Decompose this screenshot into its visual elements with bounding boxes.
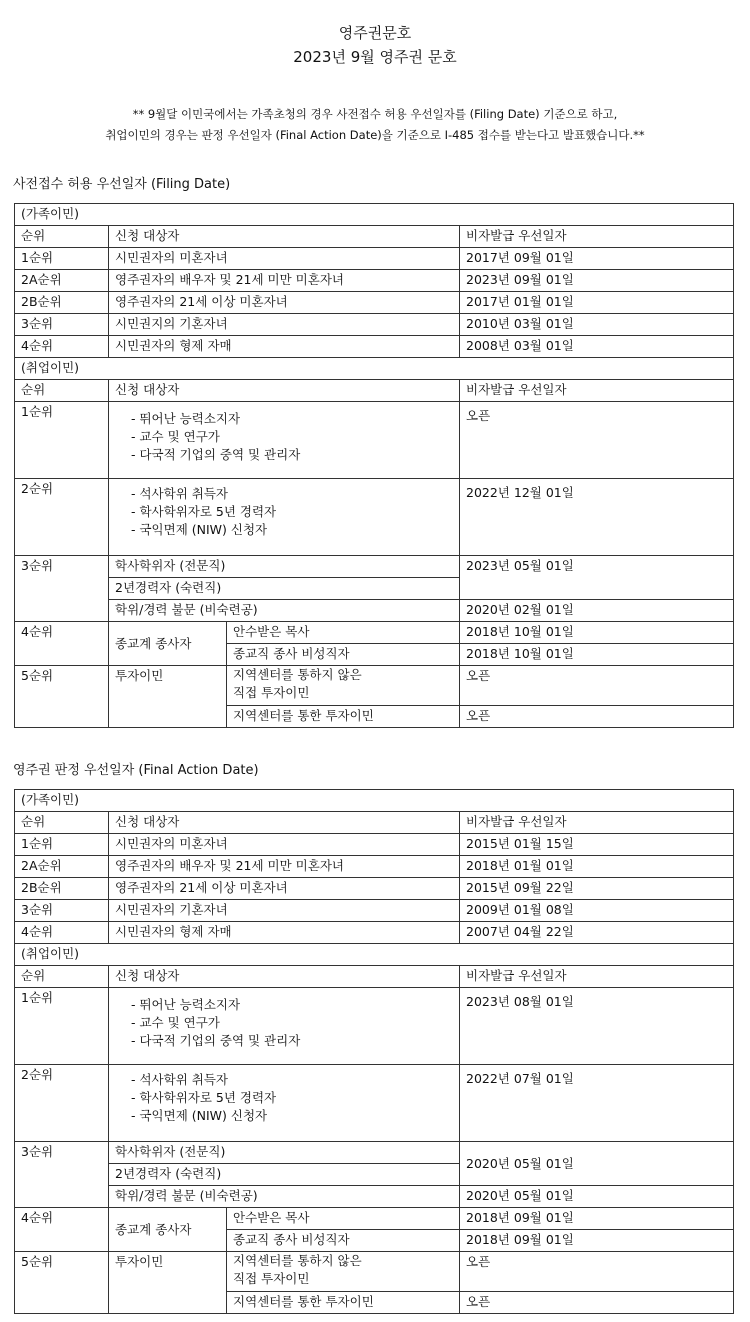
table-row: [15, 878, 734, 900]
table-row: [15, 1186, 734, 1208]
table-row: [15, 834, 734, 856]
date-cell: 2023년 09월 01일: [460, 270, 734, 292]
list-item: - 교수 및 연구가: [131, 1015, 220, 1030]
table-header-row: [15, 966, 734, 988]
applicant-cell: 지역센터를 통한 투자이민: [227, 706, 460, 728]
list-item: - 국익면제 (NIW) 신청자: [131, 522, 268, 537]
table-row: [15, 622, 734, 644]
rank-cell: 2순위: [15, 479, 109, 556]
rank-cell: 2순위: [15, 1065, 109, 1142]
list-item: - 국익면제 (NIW) 신청자: [131, 1108, 268, 1123]
applicant-cell: 종교직 종사 비성직자: [227, 644, 460, 666]
date-cell: 오픈: [460, 402, 734, 479]
col-date-header: 비자발급 우선일자: [460, 812, 734, 834]
list-item: - 다국적 기업의 중역 및 관리자: [131, 447, 301, 462]
applicant-cell: 시민권자의 미혼자녀: [109, 248, 460, 270]
list-item: - 학사학위자로 5년 경력자: [131, 1090, 277, 1105]
date-cell: 2007년 04월 22일: [460, 922, 734, 944]
table-row: [15, 666, 734, 706]
notice-line-1: ** 9월달 이민국에서는 가족초청의 경우 사전접수 허용 우선일자를 (Filing Date) 기준으로 하고,: [132, 107, 618, 121]
applicant-list-cell: [109, 1065, 460, 1142]
family-group-label: (가족이민): [15, 204, 734, 226]
date-cell: 오픈: [460, 706, 734, 728]
applicant-cell: 시민권자의 형제 자매: [109, 336, 460, 358]
date-cell: 오픈: [460, 1292, 734, 1314]
date-cell: 2020년 05월 01일: [460, 1142, 734, 1186]
date-cell: 2008년 03월 01일: [460, 336, 734, 358]
applicant-cell: 종교직 종사 비성직자: [227, 1230, 460, 1252]
applicant-list-cell: [109, 988, 460, 1065]
applicant-cell: 학사학위자 (전문직): [109, 1142, 460, 1164]
employment-group-label: (취업이민): [15, 358, 734, 380]
rank-cell: 1순위: [15, 988, 109, 1065]
applicant-cell: 영주권자의 배우자 및 21세 미만 미혼자녀: [109, 270, 460, 292]
applicant-cell: 지역센터를 통한 투자이민: [227, 1292, 460, 1314]
table-header-row: [15, 226, 734, 248]
date-cell: 2020년 05월 01일: [460, 1186, 734, 1208]
date-cell: 2015년 09월 22일: [460, 878, 734, 900]
applicant-cell: [227, 1252, 460, 1292]
applicant-list-cell: [109, 402, 460, 479]
table-row: [15, 556, 734, 578]
table-header-row: [15, 812, 734, 834]
table-row: [15, 1208, 734, 1230]
list-item: - 뛰어난 능력소지자: [131, 411, 241, 426]
col-rank-header: 순위: [15, 226, 109, 248]
table-row: [15, 479, 734, 556]
table-row: [15, 336, 734, 358]
list-item: - 다국적 기업의 중역 및 관리자: [131, 1033, 301, 1048]
list-item: - 석사학위 취득자: [131, 486, 228, 501]
table-row: [15, 1252, 734, 1292]
rank-cell: 1순위: [15, 834, 109, 856]
group-cell: 종교계 종사자: [109, 1208, 227, 1252]
rank-cell: 2B순위: [15, 292, 109, 314]
date-cell: 2015년 01월 15일: [460, 834, 734, 856]
employment-group-row: [15, 944, 734, 966]
applicant-line: 직접 투자이민: [233, 1271, 310, 1286]
rank-cell: 4순위: [15, 622, 109, 666]
family-group-label: (가족이민): [15, 790, 734, 812]
rank-cell: 3순위: [15, 1142, 109, 1208]
group-cell: 종교계 종사자: [109, 622, 227, 666]
rank-cell: 5순위: [15, 666, 109, 728]
date-cell: 2020년 02월 01일: [460, 600, 734, 622]
rank-cell: 2A순위: [15, 270, 109, 292]
date-cell: 오픈: [460, 1252, 734, 1292]
applicant-line: 직접 투자이민: [233, 685, 310, 700]
applicant-cell: 영주권자의 21세 이상 미혼자녀: [109, 292, 460, 314]
applicant-cell: 학위/경력 불문 (비숙련공): [109, 1186, 460, 1208]
applicant-cell: 학사학위자 (전문직): [109, 556, 460, 578]
date-cell: 2023년 08월 01일: [460, 988, 734, 1065]
col-date-header: 비자발급 우선일자: [460, 380, 734, 402]
table-row: [15, 988, 734, 1065]
applicant-cell: 시민권자의 기혼자녀: [109, 900, 460, 922]
group-cell: 투자이민: [109, 1252, 227, 1314]
rank-cell: 4순위: [15, 922, 109, 944]
table-header-row: [15, 380, 734, 402]
family-group-row: [15, 790, 734, 812]
list-item: - 학사학위자로 5년 경력자: [131, 504, 277, 519]
rank-cell: 3순위: [15, 556, 109, 622]
applicant-cell: 시민권자의 형제 자매: [109, 922, 460, 944]
date-cell: 2022년 07월 01일: [460, 1065, 734, 1142]
col-rank-header: 순위: [15, 812, 109, 834]
table-row: [15, 922, 734, 944]
table-row: [15, 900, 734, 922]
notice-line-2: 취업이민의 경우는 판정 우선일자 (Final Action Date)을 기준으로 I-485 접수를 받는다고 발표했습니다.**: [105, 128, 645, 142]
date-cell: 2018년 09월 01일: [460, 1208, 734, 1230]
applicant-cell: 2년경력자 (숙련직): [109, 578, 460, 600]
table-row: [15, 248, 734, 270]
rank-cell: 3순위: [15, 900, 109, 922]
table-row: [15, 270, 734, 292]
col-date-header: 비자발급 우선일자: [460, 226, 734, 248]
rank-cell: 2B순위: [15, 878, 109, 900]
date-cell: 2009년 01월 08일: [460, 900, 734, 922]
rank-cell: 5순위: [15, 1252, 109, 1314]
family-group-row: [15, 204, 734, 226]
rank-cell: 1순위: [15, 248, 109, 270]
applicant-line: 지역센터를 통하지 않은: [233, 1253, 362, 1268]
date-cell: 2018년 01월 01일: [460, 856, 734, 878]
table-row: [15, 1065, 734, 1142]
col-applicant-header: 신청 대상자: [109, 226, 460, 248]
applicant-cell: 영주권자의 21세 이상 미혼자녀: [109, 878, 460, 900]
date-cell: 오픈: [460, 666, 734, 706]
final-section-title: 영주권 판정 우선일자 (Final Action Date): [13, 763, 259, 778]
table-row: [15, 856, 734, 878]
employment-group-label: (취업이민): [15, 944, 734, 966]
date-cell: 2017년 01월 01일: [460, 292, 734, 314]
date-cell: 2022년 12월 01일: [460, 479, 734, 556]
applicant-cell: 시민권자의 미혼자녀: [109, 834, 460, 856]
applicant-list-cell: [109, 479, 460, 556]
col-rank-header: 순위: [15, 966, 109, 988]
page-title: 영주권문호: [338, 24, 412, 42]
applicant-cell: 안수받은 목사: [227, 622, 460, 644]
rank-cell: 1순위: [15, 402, 109, 479]
applicant-line: 지역센터를 통하지 않은: [233, 667, 362, 682]
col-date-header: 비자발급 우선일자: [460, 966, 734, 988]
col-rank-header: 순위: [15, 380, 109, 402]
rank-cell: 2A순위: [15, 856, 109, 878]
col-applicant-header: 신청 대상자: [109, 966, 460, 988]
final-action-date-table: [14, 789, 734, 1314]
date-cell: 2017년 09월 01일: [460, 248, 734, 270]
applicant-cell: 안수받은 목사: [227, 1208, 460, 1230]
list-item: - 석사학위 취득자: [131, 1072, 228, 1087]
table-row: [15, 292, 734, 314]
list-item: - 교수 및 연구가: [131, 429, 220, 444]
date-cell: 2010년 03월 01일: [460, 314, 734, 336]
applicant-cell: 시민권지의 기혼자녀: [109, 314, 460, 336]
date-cell: 2018년 10월 01일: [460, 644, 734, 666]
col-applicant-header: 신청 대상자: [109, 812, 460, 834]
page-subtitle: 2023년 9월 영주권 문호: [293, 48, 457, 66]
applicant-cell: 2년경력자 (숙련직): [109, 1164, 460, 1186]
table-row: [15, 314, 734, 336]
date-cell: 2018년 09월 01일: [460, 1230, 734, 1252]
date-cell: 2023년 05월 01일: [460, 556, 734, 600]
table-row: [15, 600, 734, 622]
rank-cell: 4순위: [15, 1208, 109, 1252]
date-cell: 2018년 10월 01일: [460, 622, 734, 644]
applicant-cell: 영주권자의 배우자 및 21세 미만 미혼자녀: [109, 856, 460, 878]
list-item: - 뛰어난 능력소지자: [131, 997, 241, 1012]
table-row: [15, 1142, 734, 1164]
rank-cell: 3순위: [15, 314, 109, 336]
applicant-cell: 학위/경력 불문 (비숙련공): [109, 600, 460, 622]
group-cell: 투자이민: [109, 666, 227, 728]
filing-date-table: [14, 203, 734, 728]
applicant-cell: [227, 666, 460, 706]
rank-cell: 4순위: [15, 336, 109, 358]
col-applicant-header: 신청 대상자: [109, 380, 460, 402]
filing-section-title: 사전접수 허용 우선일자 (Filing Date): [13, 177, 231, 192]
employment-group-row: [15, 358, 734, 380]
table-row: [15, 402, 734, 479]
